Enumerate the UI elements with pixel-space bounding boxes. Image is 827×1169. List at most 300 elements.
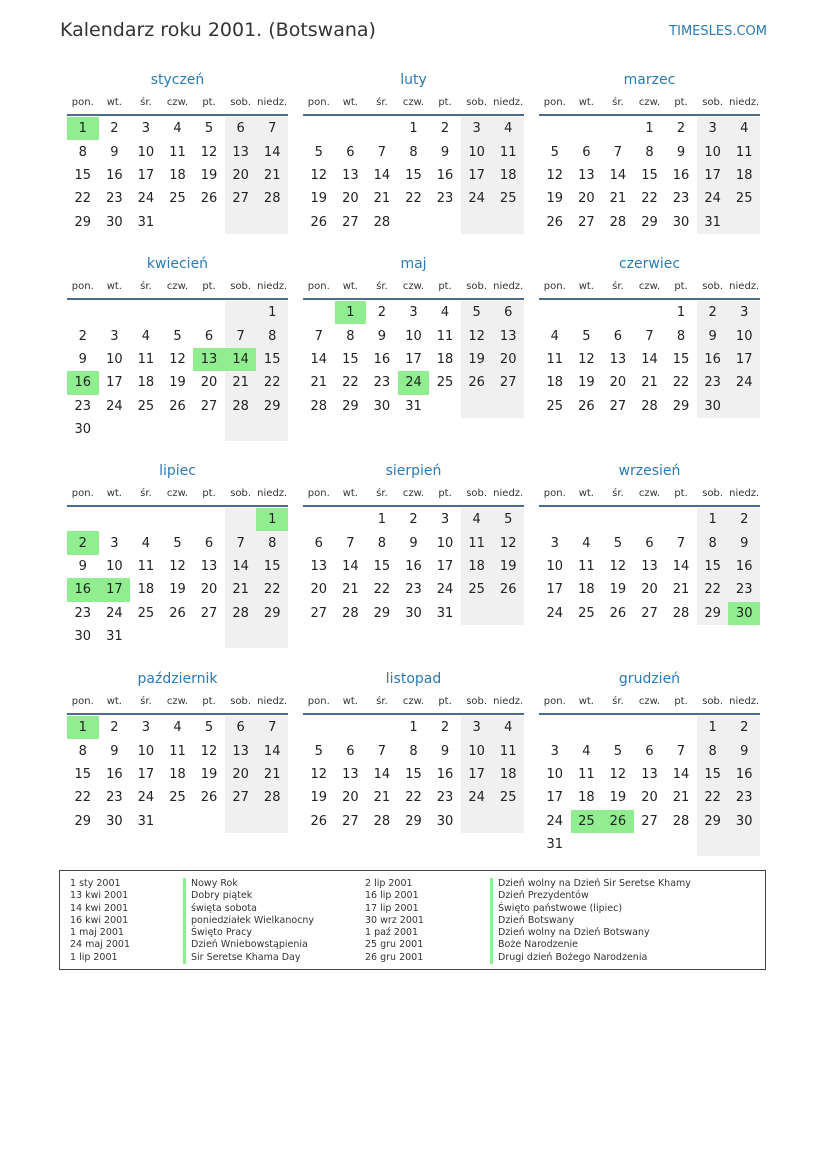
day-cell: 25	[492, 187, 524, 210]
month-block	[67, 70, 288, 234]
day-cell: 9	[78, 558, 87, 574]
empty-cell	[398, 211, 430, 234]
weekday-header	[67, 689, 288, 715]
day-cell: 4	[440, 305, 450, 321]
day-grid	[539, 508, 760, 625]
day-grid	[67, 508, 288, 648]
day-cell: 5	[461, 301, 493, 324]
day-grid	[67, 117, 288, 234]
weekday-label: sob.	[702, 280, 724, 292]
weekday-label: śr.	[376, 96, 388, 108]
day-cell: 19	[546, 191, 564, 207]
day-cell: 9	[697, 324, 729, 347]
day-cell: 13	[641, 558, 658, 574]
weekday-label: wt.	[342, 280, 358, 292]
empty-cell	[539, 508, 571, 531]
day-cell: 25	[728, 187, 760, 210]
weekday-label: wt.	[578, 695, 594, 707]
day-cell: 31	[546, 837, 564, 853]
day-cell: 10	[461, 140, 493, 163]
weekday-label: czw.	[166, 96, 189, 108]
day-cell: 7	[645, 328, 654, 344]
day-cell: 27	[225, 187, 257, 210]
day-cell: 9	[728, 739, 760, 762]
day-cell: 17	[405, 351, 422, 367]
day-cell: 31	[137, 214, 155, 230]
day-cell: 12	[578, 351, 595, 367]
empty-cell	[225, 508, 257, 531]
day-cell: 28	[342, 605, 359, 621]
day-cell: 28	[672, 813, 690, 829]
empty-cell	[571, 301, 603, 324]
weekday-label: śr.	[376, 280, 388, 292]
day-cell: 9	[78, 351, 87, 367]
day-cell: 6	[225, 117, 257, 140]
day-cell: 28	[310, 398, 328, 414]
day-cell: 20	[225, 763, 257, 786]
weekday-label: niedz.	[729, 280, 760, 292]
day-cell: 18	[578, 790, 595, 806]
day-cell: 1	[409, 720, 418, 736]
day-cell: 17	[697, 164, 729, 187]
day-cell: 26	[310, 813, 328, 829]
day-cell: 29	[74, 214, 92, 230]
empty-cell	[335, 508, 367, 531]
day-cell: 7	[314, 328, 323, 344]
day-cell: 11	[137, 558, 155, 574]
day-cell: 26	[461, 371, 493, 394]
month-name: wrzesień	[618, 463, 681, 479]
day-cell: 21	[672, 582, 690, 598]
empty-cell	[665, 508, 697, 531]
day-cell: 24	[461, 187, 493, 210]
day-cell: 18	[492, 763, 524, 786]
day-cell: 11	[492, 140, 524, 163]
legend-holiday-name: Dzień Wniebowstąpienia	[183, 939, 314, 951]
day-cell: 9	[440, 743, 450, 759]
day-cell: 3	[550, 743, 559, 759]
day-cell: 25	[578, 605, 595, 621]
day-cell: 27	[310, 605, 328, 621]
day-grid	[539, 716, 760, 856]
empty-cell	[539, 117, 571, 140]
day-cell: 31	[137, 813, 155, 829]
day-cell: 16	[106, 766, 123, 782]
day-cell: 13	[225, 739, 257, 762]
day-cell: 6	[204, 535, 214, 551]
empty-cell	[461, 395, 493, 418]
empty-cell	[99, 508, 131, 531]
legend-dates-right	[365, 878, 424, 964]
day-cell: 5	[204, 720, 214, 736]
day-cell: 31	[436, 605, 454, 621]
empty-cell	[492, 211, 524, 234]
empty-cell	[193, 625, 225, 648]
day-cell: 17	[461, 763, 493, 786]
empty-cell	[256, 418, 288, 441]
day-cell: 12	[609, 558, 627, 574]
day-cell: 2	[409, 512, 418, 528]
weekday-label: czw.	[402, 280, 425, 292]
day-cell: 28	[256, 187, 288, 210]
day-cell: 12	[492, 531, 524, 554]
weekday-label: śr.	[140, 487, 152, 499]
weekday-label: sob.	[702, 695, 724, 707]
legend-holiday-name: Dzień wolny na Dzień Sir Seretse Khamy	[490, 878, 691, 890]
legend-holiday-date: 2 lip 2001	[365, 878, 413, 889]
legend-holiday-name: Dzień Botswany	[490, 915, 691, 927]
day-cell: 18	[578, 582, 595, 598]
day-cell: 18	[137, 582, 155, 598]
legend-holiday-date: 1 paź 2001	[365, 927, 419, 939]
legend-holiday-name: Boże Narodzenie	[490, 939, 691, 951]
day-cell: 22	[256, 371, 288, 394]
weekday-label: czw.	[402, 96, 425, 108]
holiday-legend	[59, 870, 766, 970]
day-cell: 10	[461, 739, 493, 762]
empty-cell	[225, 418, 257, 441]
weekday-header	[303, 689, 524, 715]
day-cell: 29	[256, 395, 288, 418]
day-cell: 7	[613, 144, 623, 160]
month-block	[303, 461, 524, 625]
day-cell: 2	[78, 328, 87, 344]
weekday-label: śr.	[612, 695, 624, 707]
weekday-label: czw.	[166, 487, 189, 499]
day-cell: 25	[137, 398, 155, 414]
day-cell: 15	[405, 766, 422, 782]
day-cell: 16	[436, 766, 454, 782]
month-block	[539, 254, 760, 418]
weekday-label: czw.	[638, 695, 661, 707]
site-link[interactable]: TIMESLES.COM	[669, 24, 767, 39]
weekday-label: sob.	[702, 487, 724, 499]
day-cell: 20	[342, 790, 359, 806]
day-cell: 14	[342, 558, 359, 574]
day-cell: 18	[546, 375, 564, 391]
day-cell: 13	[342, 167, 359, 183]
day-cell: 17	[546, 582, 564, 598]
month-block	[303, 70, 524, 234]
day-cell: 26	[609, 605, 627, 621]
month-name: sierpień	[385, 463, 442, 479]
day-cell: 11	[492, 739, 524, 762]
day-cell: 6	[346, 144, 355, 160]
day-cell: 2	[440, 720, 450, 736]
weekday-label: śr.	[140, 280, 152, 292]
day-cell: 13	[310, 558, 328, 574]
day-cell: 26	[492, 578, 524, 601]
legend-holiday-name: Święto Pracy	[183, 927, 314, 939]
day-cell: 15	[342, 351, 359, 367]
day-cell: 28	[256, 786, 288, 809]
day-cell: 23	[436, 790, 454, 806]
weekday-label: pon.	[307, 280, 330, 292]
weekday-header	[539, 90, 760, 116]
legend-holiday-name: poniedziałek Wielkanocny	[183, 915, 314, 927]
day-cell: 22	[672, 375, 690, 391]
empty-cell	[130, 625, 162, 648]
weekday-label: niedz.	[257, 695, 288, 707]
day-grid	[539, 117, 760, 234]
day-cell: 4	[550, 328, 559, 344]
legend-holiday-date: 16 kwi 2001	[70, 914, 129, 926]
day-cell: 14	[609, 167, 627, 183]
day-grid	[303, 716, 524, 833]
day-cell: 2	[440, 121, 450, 137]
weekday-header	[539, 274, 760, 300]
day-cell: 3	[440, 512, 450, 528]
empty-cell	[303, 508, 335, 531]
holiday-day-cell: 16	[67, 371, 99, 394]
day-cell: 27	[578, 214, 595, 230]
empty-cell	[492, 810, 524, 833]
weekday-label: pt.	[202, 695, 216, 707]
holiday-day-cell: 1	[335, 301, 367, 324]
day-cell: 19	[461, 348, 493, 371]
day-cell: 1	[645, 121, 654, 137]
weekday-label: śr.	[612, 96, 624, 108]
day-cell: 16	[373, 351, 391, 367]
day-cell: 29	[697, 602, 729, 625]
empty-cell	[193, 211, 225, 234]
weekday-label: wt.	[342, 695, 358, 707]
day-cell: 14	[373, 766, 391, 782]
day-cell: 23	[106, 191, 123, 207]
day-cell: 11	[169, 743, 186, 759]
day-cell: 24	[436, 582, 454, 598]
day-cell: 4	[141, 328, 151, 344]
empty-cell	[429, 395, 461, 418]
day-cell: 25	[169, 191, 186, 207]
day-grid	[303, 508, 524, 625]
day-cell: 6	[582, 144, 591, 160]
weekday-label: sob.	[466, 695, 488, 707]
day-cell: 30	[74, 629, 92, 645]
day-cell: 22	[74, 790, 92, 806]
empty-cell	[67, 301, 99, 324]
day-cell: 20	[641, 790, 658, 806]
empty-cell	[571, 833, 603, 856]
day-cell: 26	[578, 398, 595, 414]
empty-cell	[571, 508, 603, 531]
day-cell: 12	[310, 167, 328, 183]
weekday-label: wt.	[578, 280, 594, 292]
day-cell: 9	[440, 144, 450, 160]
day-cell: 28	[672, 605, 690, 621]
day-cell: 16	[672, 167, 690, 183]
day-cell: 10	[697, 140, 729, 163]
weekday-label: sob.	[230, 280, 252, 292]
day-cell: 21	[225, 371, 257, 394]
empty-cell	[665, 716, 697, 739]
day-cell: 22	[641, 191, 658, 207]
weekday-label: pon.	[71, 487, 94, 499]
weekday-label: pon.	[543, 487, 566, 499]
empty-cell	[256, 625, 288, 648]
day-cell: 9	[110, 743, 119, 759]
day-cell: 5	[173, 535, 182, 551]
day-cell: 20	[641, 582, 658, 598]
day-cell: 15	[697, 555, 729, 578]
day-cell: 15	[256, 555, 288, 578]
weekday-label: pt.	[438, 487, 452, 499]
day-cell: 12	[200, 144, 218, 160]
month-name: czerwiec	[618, 256, 681, 272]
month-name: listopad	[385, 671, 442, 687]
day-cell: 1	[377, 512, 387, 528]
day-cell: 13	[225, 140, 257, 163]
day-cell: 17	[106, 375, 123, 391]
weekday-header	[539, 481, 760, 507]
day-cell: 28	[373, 214, 391, 230]
day-cell: 17	[461, 164, 493, 187]
holiday-day-cell: 14	[225, 348, 257, 371]
holiday-day-cell: 1	[67, 117, 99, 140]
day-cell: 26	[200, 191, 218, 207]
day-cell: 7	[676, 743, 686, 759]
day-cell: 17	[546, 790, 564, 806]
day-cell: 4	[492, 716, 524, 739]
weekday-label: pt.	[674, 695, 688, 707]
day-cell: 7	[256, 716, 288, 739]
day-cell: 17	[137, 167, 155, 183]
day-cell: 5	[492, 508, 524, 531]
empty-cell	[634, 716, 666, 739]
day-cell: 31	[405, 398, 422, 414]
day-cell: 11	[728, 140, 760, 163]
weekday-label: wt.	[578, 487, 594, 499]
day-cell: 7	[225, 531, 257, 554]
day-cell: 7	[256, 117, 288, 140]
day-cell: 2	[697, 301, 729, 324]
day-cell: 28	[609, 214, 627, 230]
empty-cell	[728, 211, 760, 234]
legend-holiday-date: 1 maj 2001	[70, 927, 124, 939]
day-cell: 28	[373, 813, 391, 829]
day-cell: 22	[697, 786, 729, 809]
weekday-label: pon.	[71, 695, 94, 707]
day-cell: 23	[672, 191, 690, 207]
day-cell: 8	[346, 328, 355, 344]
weekday-label: wt.	[106, 487, 122, 499]
legend-holiday-name: święta sobota	[183, 903, 314, 915]
legend-names-right	[490, 878, 691, 964]
day-cell: 8	[256, 324, 288, 347]
day-cell: 4	[728, 117, 760, 140]
day-cell: 5	[204, 121, 214, 137]
day-cell: 5	[613, 535, 623, 551]
day-cell: 7	[225, 324, 257, 347]
day-cell: 29	[373, 605, 391, 621]
holiday-day-cell: 26	[602, 810, 634, 833]
legend-holiday-name: Nowy Rok	[183, 878, 314, 890]
day-cell: 25	[492, 786, 524, 809]
weekday-label: czw.	[166, 280, 189, 292]
day-grid	[303, 117, 524, 234]
day-cell: 24	[728, 371, 760, 394]
month-name: kwiecień	[146, 256, 209, 272]
day-cell: 8	[78, 743, 87, 759]
day-cell: 26	[169, 398, 186, 414]
day-cell: 23	[106, 790, 123, 806]
weekday-label: niedz.	[257, 487, 288, 499]
weekday-label: pt.	[438, 695, 452, 707]
day-grid	[303, 301, 524, 418]
weekday-label: pt.	[202, 96, 216, 108]
day-cell: 19	[169, 375, 186, 391]
empty-cell	[571, 117, 603, 140]
day-cell: 21	[373, 191, 391, 207]
day-cell: 17	[436, 558, 454, 574]
weekday-label: pt.	[674, 280, 688, 292]
day-cell: 19	[609, 790, 627, 806]
day-cell: 6	[204, 328, 214, 344]
day-cell: 27	[641, 605, 658, 621]
day-cell: 2	[110, 720, 119, 736]
day-cell: 9	[728, 531, 760, 554]
empty-cell	[162, 810, 194, 833]
day-cell: 4	[582, 743, 591, 759]
day-cell: 3	[110, 328, 119, 344]
empty-cell	[539, 716, 571, 739]
weekday-label: pt.	[674, 487, 688, 499]
day-cell: 1	[676, 305, 686, 321]
day-cell: 22	[342, 375, 359, 391]
day-cell: 6	[225, 716, 257, 739]
day-cell: 1	[697, 716, 729, 739]
day-cell: 23	[74, 398, 92, 414]
weekday-label: wt.	[342, 96, 358, 108]
day-cell: 12	[169, 351, 186, 367]
legend-holiday-date: 13 kwi 2001	[70, 890, 129, 902]
weekday-label: sob.	[230, 487, 252, 499]
day-cell: 27	[641, 813, 658, 829]
day-cell: 5	[314, 144, 323, 160]
legend-holiday-date: 26 gru 2001	[365, 951, 424, 963]
empty-cell	[162, 211, 194, 234]
day-cell: 21	[342, 582, 359, 598]
empty-cell	[162, 418, 194, 441]
day-cell: 23	[74, 605, 92, 621]
day-cell: 19	[200, 766, 218, 782]
empty-cell	[571, 716, 603, 739]
day-cell: 28	[641, 398, 658, 414]
day-cell: 30	[728, 810, 760, 833]
day-cell: 16	[697, 348, 729, 371]
day-cell: 9	[377, 328, 387, 344]
weekday-label: pt.	[674, 96, 688, 108]
weekday-label: sob.	[466, 487, 488, 499]
day-cell: 14	[256, 739, 288, 762]
day-cell: 10	[137, 743, 155, 759]
weekday-label: niedz.	[729, 487, 760, 499]
day-cell: 14	[225, 555, 257, 578]
holiday-day-cell: 16	[67, 578, 99, 601]
day-cell: 11	[461, 531, 493, 554]
day-cell: 20	[609, 375, 627, 391]
empty-cell	[256, 211, 288, 234]
day-cell: 5	[582, 328, 591, 344]
holiday-day-cell: 1	[256, 508, 288, 531]
day-cell: 6	[346, 743, 355, 759]
holiday-day-cell: 1	[67, 716, 99, 739]
day-grid	[67, 716, 288, 833]
day-cell: 12	[546, 167, 564, 183]
day-cell: 10	[106, 351, 123, 367]
day-cell: 26	[200, 790, 218, 806]
empty-cell	[634, 508, 666, 531]
